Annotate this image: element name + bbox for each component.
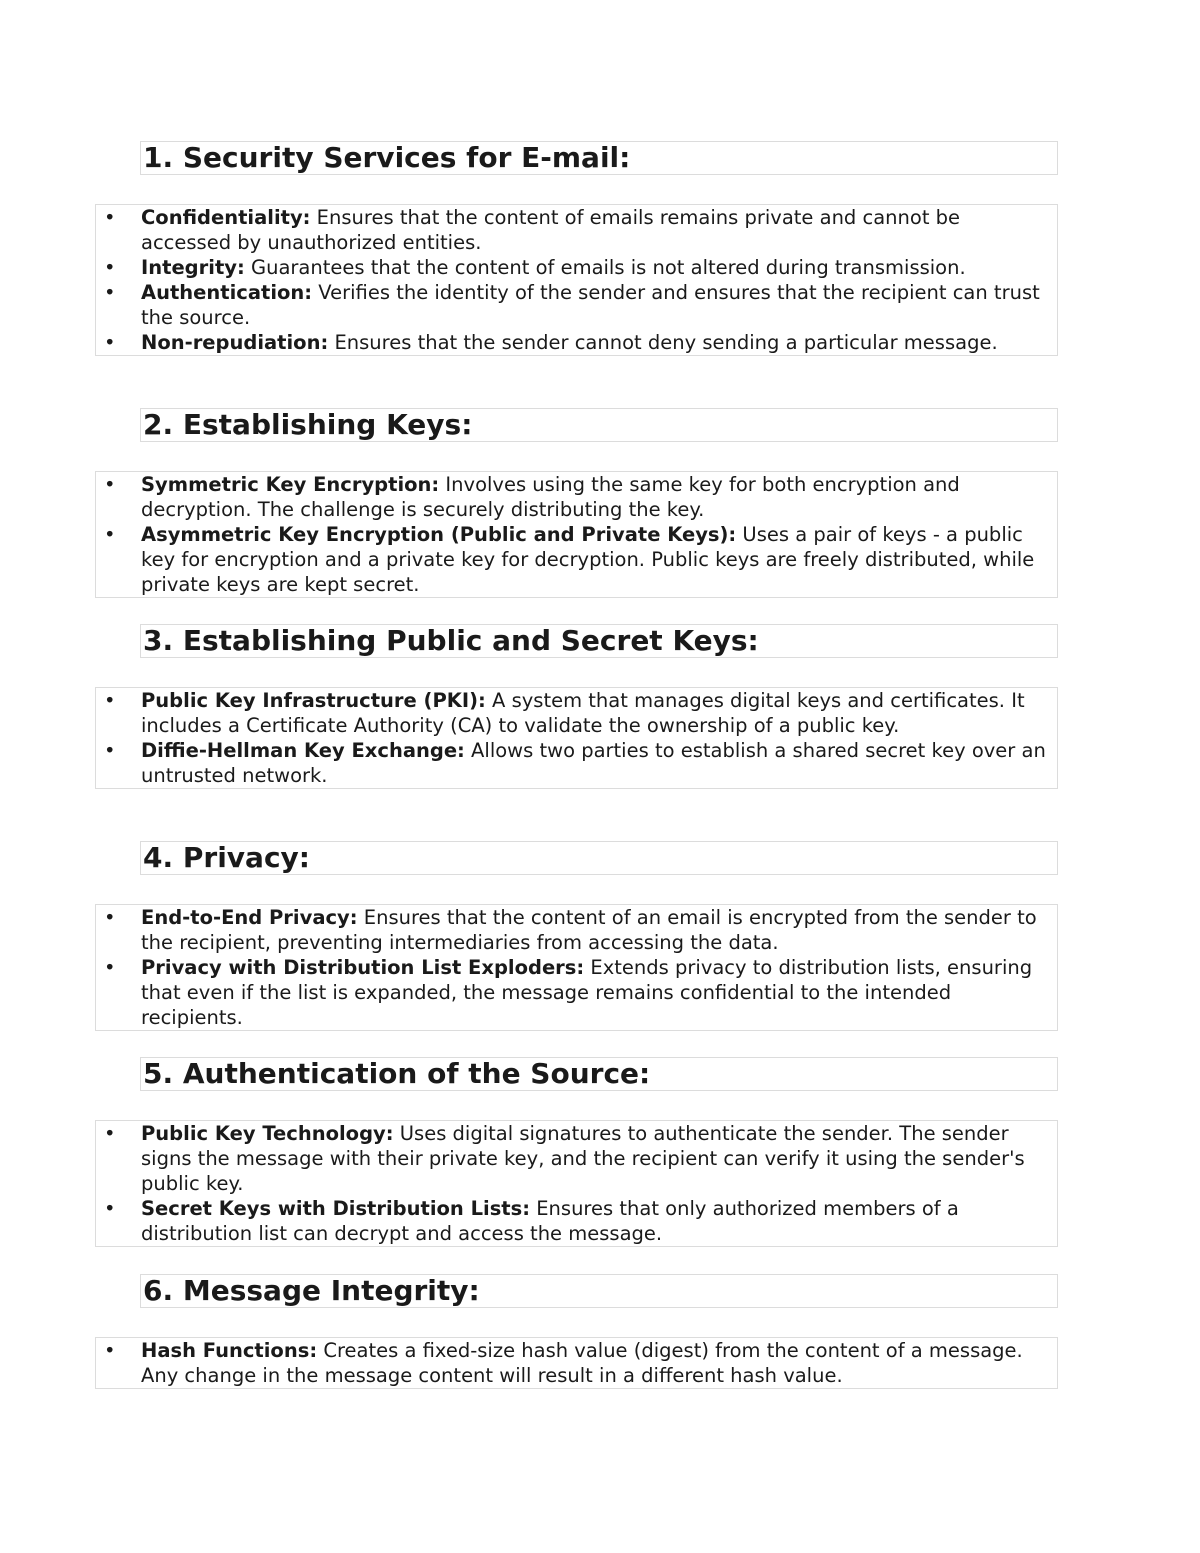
- bullet-icon: •: [104, 473, 116, 496]
- bullet-icon: •: [104, 256, 116, 279]
- item-term: Secret Keys with Distribution Lists:: [141, 1197, 531, 1220]
- item-text: Uses a pair of keys - a public key for encryption and a private key for decryption. Public keys are freely distributed, while private keys are kept secret.: [141, 523, 1035, 596]
- item-text: Guarantees that the content of emails is not altered during transmission.: [244, 256, 966, 279]
- bullet-icon: •: [104, 331, 116, 354]
- list-item: [96, 905, 1057, 955]
- list-item: [96, 1338, 1057, 1388]
- section-heading: 2. Establishing Keys:: [140, 408, 1058, 442]
- list-item: [96, 330, 1057, 355]
- list-item: [96, 1121, 1057, 1196]
- bullet-list: [95, 1337, 1058, 1389]
- bullet-icon: •: [104, 739, 116, 762]
- list-item: [96, 472, 1057, 522]
- bullet-list: [95, 471, 1058, 598]
- item-term: Asymmetric Key Encryption (Public and Private Keys):: [141, 523, 737, 546]
- item-text: Ensures that only authorized members of a distribution list can decrypt and access the message.: [141, 1197, 959, 1245]
- item-term: Symmetric Key Encryption:: [141, 473, 440, 496]
- bullet-list: [95, 904, 1058, 1031]
- list-item: [96, 1196, 1057, 1246]
- item-term: End-to-End Privacy:: [141, 906, 358, 929]
- item-text: Ensures that the content of emails remains private and cannot be accessed by unauthorized entities.: [141, 206, 961, 254]
- bullet-icon: •: [104, 1339, 116, 1362]
- item-term: Non-repudiation:: [141, 331, 329, 354]
- bullet-icon: •: [104, 956, 116, 979]
- bullet-icon: •: [104, 689, 116, 712]
- bullet-icon: •: [104, 1197, 116, 1220]
- bullet-list: [95, 204, 1058, 356]
- section-heading: 6. Message Integrity:: [140, 1274, 1058, 1308]
- list-item: [96, 738, 1057, 788]
- item-text: Ensures that the content of an email is encrypted from the sender to the recipient, preventing intermediaries from accessing the data.: [141, 906, 1037, 954]
- item-term: Public Key Technology:: [141, 1122, 394, 1145]
- bullet-icon: •: [104, 281, 116, 304]
- bullet-list: [95, 1120, 1058, 1247]
- bullet-icon: •: [104, 906, 116, 929]
- item-term: Hash Functions:: [141, 1339, 318, 1362]
- item-text: Ensures that the sender cannot deny sending a particular message.: [328, 331, 998, 354]
- section-heading: 3. Establishing Public and Secret Keys:: [140, 624, 1058, 658]
- item-term: Confidentiality:: [141, 206, 311, 229]
- item-text: A system that manages digital keys and certificates. It includes a Certificate Authority (CA) to validate the ownership of a public key.: [141, 689, 1025, 737]
- list-item: [96, 255, 1057, 280]
- item-text: Verifies the identity of the sender and ensures that the recipient can trust the source.: [141, 281, 1040, 329]
- item-text: Involves using the same key for both encryption and decryption. The challenge is securely distributing the key.: [141, 473, 960, 521]
- item-term: Integrity:: [141, 256, 245, 279]
- item-text: Allows two parties to establish a shared secret key over an untrusted network.: [141, 739, 1046, 787]
- item-term: Authentication:: [141, 281, 313, 304]
- bullet-icon: •: [104, 206, 116, 229]
- section-heading: 1. Security Services for E-mail:: [140, 141, 1058, 175]
- list-item: [96, 955, 1057, 1030]
- bullet-icon: •: [104, 523, 116, 546]
- bullet-list: [95, 687, 1058, 789]
- item-text: Uses digital signatures to authenticate the sender. The sender signs the message with their private key, and the recipient can verify it using the sender's public key.: [141, 1122, 1025, 1195]
- bullet-icon: •: [104, 1122, 116, 1145]
- list-item: [96, 522, 1057, 597]
- item-text: Extends privacy to distribution lists, ensuring that even if the list is expanded, the message remains confidential to the intended recipients.: [141, 956, 1033, 1029]
- list-item: [96, 688, 1057, 738]
- item-term: Diffie-Hellman Key Exchange:: [141, 739, 465, 762]
- item-term: Privacy with Distribution List Exploders:: [141, 956, 585, 979]
- section-heading: 5. Authentication of the Source:: [140, 1057, 1058, 1091]
- section-heading: 4. Privacy:: [140, 841, 1058, 875]
- item-term: Public Key Infrastructure (PKI):: [141, 689, 486, 712]
- list-item: [96, 205, 1057, 255]
- list-item: [96, 280, 1057, 330]
- item-text: Creates a fixed-size hash value (digest) from the content of a message. Any change in the message content will result in a different hash value.: [141, 1339, 1023, 1387]
